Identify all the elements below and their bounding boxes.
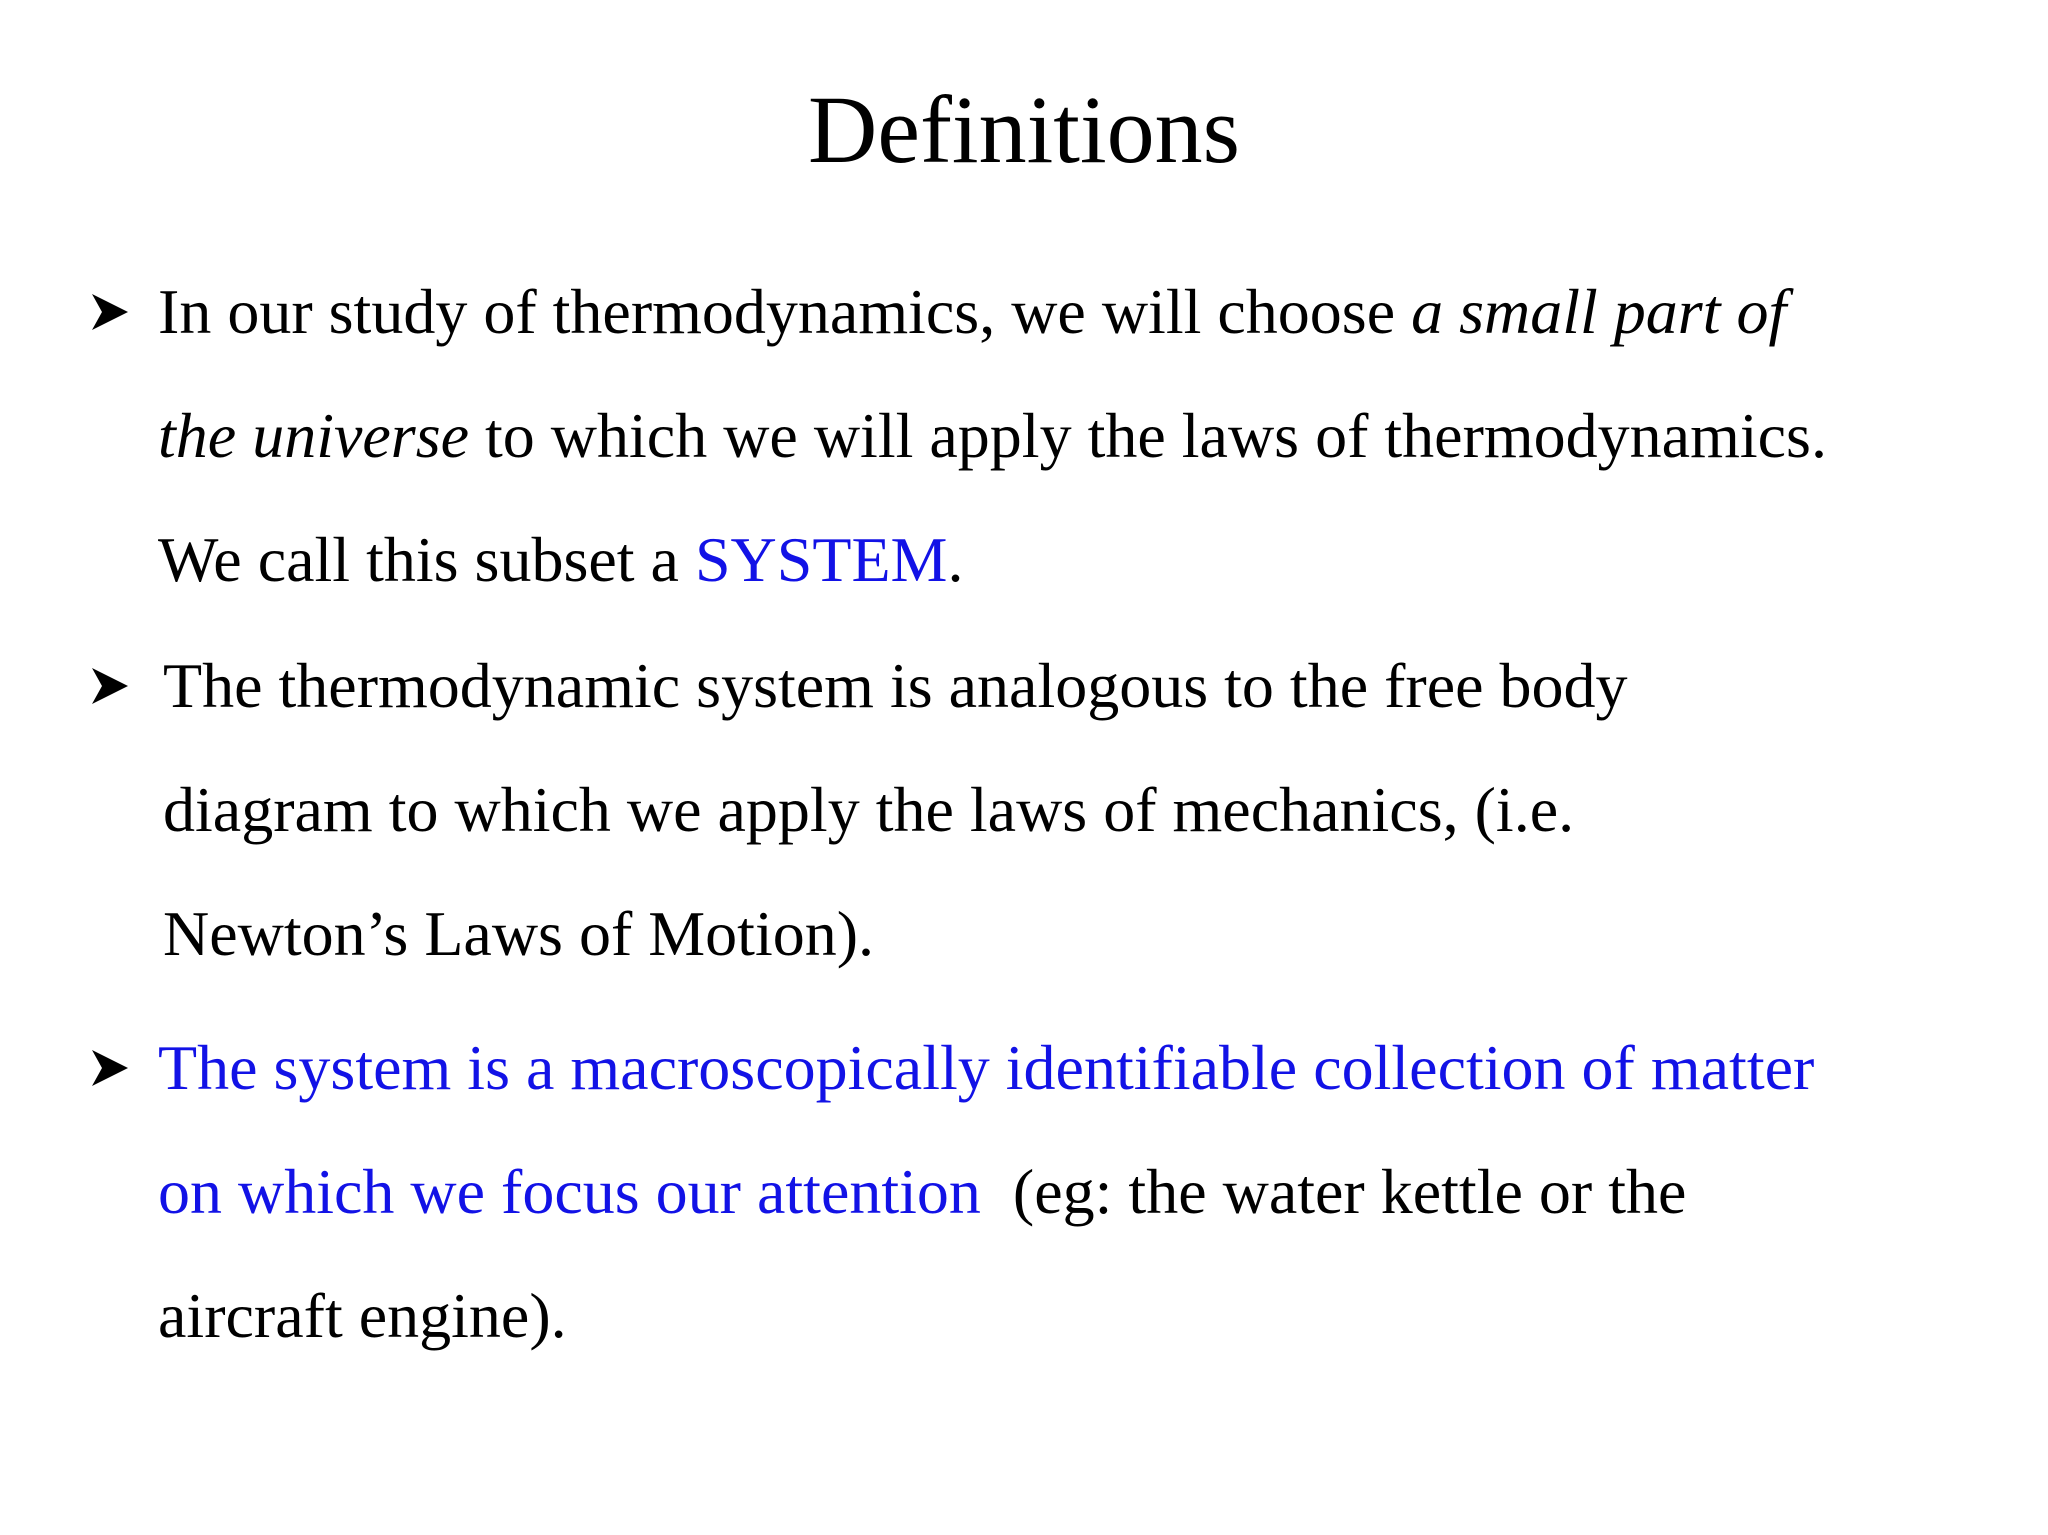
arrowhead-bullet-icon bbox=[90, 624, 150, 748]
bullet-1-line3-period: . bbox=[947, 524, 964, 595]
bullet-1-line2-italic: the universe bbox=[158, 400, 469, 471]
arrowhead-bullet-icon bbox=[90, 250, 150, 374]
bullet-item-2 bbox=[90, 624, 1990, 996]
bullet-1-line2 bbox=[158, 400, 1827, 471]
bullet-1-line3 bbox=[158, 524, 963, 595]
bullet-3-line2-regular: (eg: the water kettle or the bbox=[980, 1156, 1687, 1227]
bullet-1-line1 bbox=[158, 276, 1786, 347]
bullet-item-1 bbox=[90, 250, 1990, 622]
bullet-1-text bbox=[158, 250, 1998, 622]
bullet-1-line1-regular: In our study of thermodynamics, we will choose bbox=[158, 276, 1412, 347]
bullet-1-line1-italic: a small part of bbox=[1411, 276, 1787, 347]
system-keyword: SYSTEM bbox=[694, 524, 948, 595]
bullet-2-text bbox=[163, 624, 1863, 996]
bullet-1-line3-regular: We call this subset a bbox=[158, 524, 695, 595]
bullet-item-3 bbox=[90, 1006, 1990, 1378]
bullet-3-line1: The system is a macroscopically identifiable collection of matter bbox=[158, 1032, 1815, 1103]
bullet-3-line2-blue: on which we focus our attention bbox=[158, 1156, 981, 1227]
bullet-3-line2 bbox=[158, 1156, 1686, 1227]
arrowhead-bullet-icon bbox=[90, 1006, 150, 1130]
bullet-2-line3: Newton’s Laws of Motion). bbox=[163, 898, 875, 969]
bullet-2-line2: diagram to which we apply the laws of mechanics, (i.e. bbox=[163, 774, 1575, 845]
bullet-1-line2-regular: to which we will apply the laws of thermodynamics. bbox=[469, 400, 1827, 471]
bullet-3-text bbox=[158, 1006, 1998, 1378]
page-title: Definitions bbox=[808, 76, 1240, 183]
bullet-3-line3: aircraft engine). bbox=[158, 1280, 567, 1351]
bullet-2-line1: The thermodynamic system is analogous to the free body bbox=[163, 650, 1628, 721]
